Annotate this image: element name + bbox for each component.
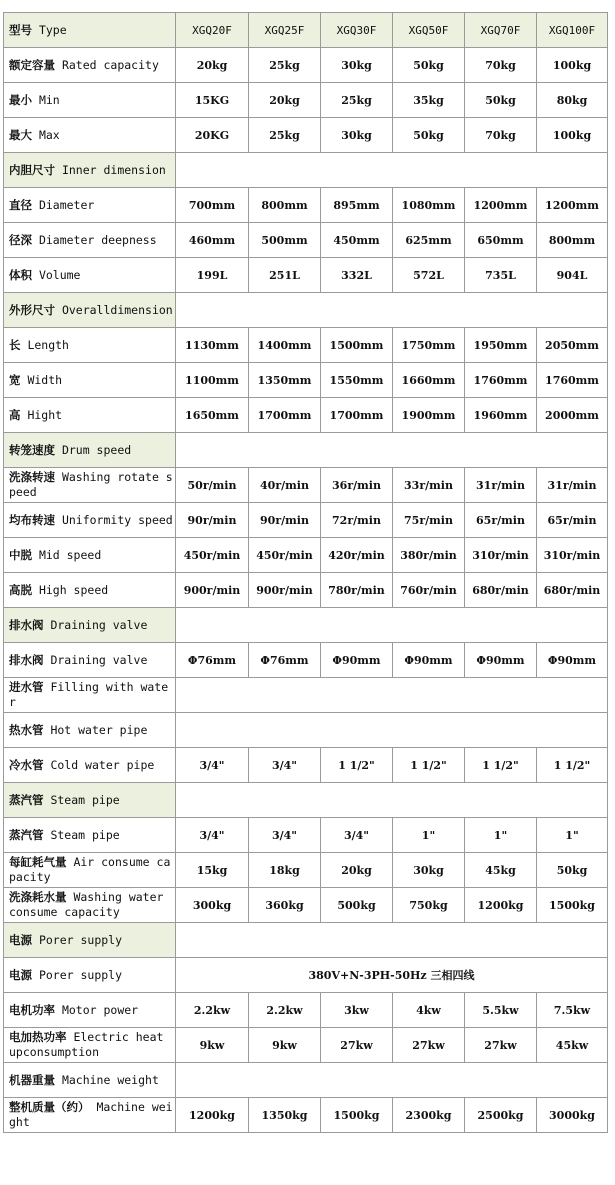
value-cell: 3/4"	[249, 748, 321, 783]
row-label-en: Inner dimension	[61, 162, 166, 177]
table-row	[4, 258, 608, 293]
value-cell: 72r/min	[321, 503, 393, 538]
value-cell: 75r/min	[393, 503, 465, 538]
value-cell: 1200kg	[176, 1098, 249, 1133]
value-cell: 450mm	[321, 223, 393, 258]
empty-cell	[176, 713, 608, 748]
value-cell: 4kw	[393, 993, 465, 1028]
value-cell: 2500kg	[465, 1098, 537, 1133]
table-row	[4, 958, 608, 993]
row-label-zh: 高脱	[9, 582, 32, 597]
value-cell: 18kg	[249, 853, 321, 888]
value-cell: 100kg	[537, 118, 608, 153]
value-cell: 895mm	[321, 188, 393, 223]
row-label	[4, 958, 176, 993]
row-label-en: Uniformity speed	[61, 512, 173, 527]
value-cell: 800mm	[537, 223, 608, 258]
value-cell: Φ90mm	[321, 643, 393, 678]
header-label	[4, 13, 176, 48]
section-row	[4, 153, 608, 188]
value-cell: 2000mm	[537, 398, 608, 433]
section-row	[4, 713, 608, 748]
empty-cell	[176, 1063, 608, 1098]
value-cell: 380r/min	[393, 538, 465, 573]
table-row	[4, 468, 608, 503]
row-label	[4, 328, 176, 363]
empty-cell	[176, 923, 608, 958]
row-label	[4, 433, 176, 468]
value-cell: 50kg	[465, 83, 537, 118]
value-cell: 90r/min	[176, 503, 249, 538]
empty-cell	[176, 783, 608, 818]
value-cell: 1"	[537, 818, 608, 853]
row-label-en: Machine weight	[61, 1072, 159, 1087]
header-row	[4, 13, 608, 48]
row-label	[4, 783, 176, 818]
row-label-zh: 蒸汽管	[9, 827, 44, 842]
row-label-en: Overalldimension	[61, 302, 173, 317]
value-cell: 1 1/2"	[393, 748, 465, 783]
value-cell: 760r/min	[393, 573, 465, 608]
row-label-en: Motor power	[61, 1002, 139, 1017]
value-cell: 1500kg	[321, 1098, 393, 1133]
row-label-zh: 高	[9, 407, 21, 422]
value-cell: 50kg	[393, 118, 465, 153]
row-label	[4, 293, 176, 328]
value-cell: 780r/min	[321, 573, 393, 608]
value-cell: 3000kg	[537, 1098, 608, 1133]
table-row	[4, 993, 608, 1028]
table-row	[4, 83, 608, 118]
value-cell: 2.2kw	[176, 993, 249, 1028]
value-cell: 100kg	[537, 48, 608, 83]
value-cell: 1500kg	[537, 888, 608, 923]
row-label-zh: 进水管	[9, 680, 44, 694]
row-label-en: Width	[27, 372, 63, 387]
row-label-zh: 外形尺寸	[9, 302, 55, 317]
row-label	[4, 643, 176, 678]
row-label-en: Draining valve	[50, 617, 148, 632]
value-cell: 1 1/2"	[321, 748, 393, 783]
header-label-en: Type	[38, 22, 67, 37]
spec-table	[3, 12, 608, 1133]
value-cell: 1500mm	[321, 328, 393, 363]
row-label-zh: 长	[9, 337, 21, 352]
model-name: XGQ50F	[393, 13, 465, 48]
row-label-en: Porer supply	[38, 967, 123, 982]
section-row	[4, 783, 608, 818]
value-cell: 25kg	[249, 48, 321, 83]
row-label-zh: 宽	[9, 372, 21, 387]
value-cell: 30kg	[321, 48, 393, 83]
value-cell: 3/4"	[176, 818, 249, 853]
value-cell: 65r/min	[537, 503, 608, 538]
value-cell: 1350kg	[249, 1098, 321, 1133]
value-cell: 1080mm	[393, 188, 465, 223]
section-row	[4, 923, 608, 958]
value-cell: 2300kg	[393, 1098, 465, 1133]
value-cell: 1660mm	[393, 363, 465, 398]
value-cell: 30kg	[321, 118, 393, 153]
table-row	[4, 748, 608, 783]
spec-table-body	[4, 13, 608, 1133]
value-cell: 5.5kw	[465, 993, 537, 1028]
value-cell: 800mm	[249, 188, 321, 223]
value-cell: 1200kg	[465, 888, 537, 923]
value-cell: 40r/min	[249, 468, 321, 503]
value-cell: 310r/min	[537, 538, 608, 573]
value-cell: 310r/min	[465, 538, 537, 573]
value-cell: 1200mm	[465, 188, 537, 223]
value-cell: 3/4"	[321, 818, 393, 853]
row-label	[4, 363, 176, 398]
value-cell: 15KG	[176, 83, 249, 118]
value-cell: 700mm	[176, 188, 249, 223]
value-cell: 1700mm	[321, 398, 393, 433]
section-row	[4, 608, 608, 643]
value-cell: 1900mm	[393, 398, 465, 433]
value-cell: 25kg	[321, 83, 393, 118]
value-cell: Φ90mm	[465, 643, 537, 678]
table-row	[4, 853, 608, 888]
row-label-en: Porer supply	[38, 932, 123, 947]
row-label-en: Draining valve	[50, 652, 148, 667]
table-row	[4, 328, 608, 363]
row-label-zh: 洗涤转速	[9, 470, 55, 484]
value-cell: Φ90mm	[537, 643, 608, 678]
value-cell: 27kw	[465, 1028, 537, 1063]
value-cell: 15kg	[176, 853, 249, 888]
value-cell: 2050mm	[537, 328, 608, 363]
row-label-zh: 体积	[9, 267, 32, 282]
row-label-zh: 热水管	[9, 722, 44, 737]
value-cell: 70kg	[465, 118, 537, 153]
value-cell: 251L	[249, 258, 321, 293]
value-cell: 1700mm	[249, 398, 321, 433]
value-cell: 1350mm	[249, 363, 321, 398]
value-cell: 1130mm	[176, 328, 249, 363]
row-label-en: Steam pipe	[50, 792, 120, 807]
value-cell: 30kg	[393, 853, 465, 888]
value-cell: 25kg	[249, 118, 321, 153]
value-cell: 1760mm	[537, 363, 608, 398]
row-label-zh: 最小	[9, 92, 32, 107]
row-label-zh: 每缸耗气量	[9, 855, 67, 869]
value-cell: 31r/min	[537, 468, 608, 503]
empty-cell	[176, 153, 608, 188]
table-row	[4, 363, 608, 398]
value-cell: 35kg	[393, 83, 465, 118]
row-label-zh: 电机功率	[9, 1002, 55, 1017]
value-cell-span: 380V+N-3PH-50Hz 三相四线	[176, 958, 608, 993]
row-label-zh: 均布转速	[9, 512, 55, 527]
table-row	[4, 118, 608, 153]
value-cell: 36r/min	[321, 468, 393, 503]
table-row	[4, 888, 608, 923]
value-cell: 680r/min	[465, 573, 537, 608]
value-cell: 7.5kw	[537, 993, 608, 1028]
value-cell: 1100mm	[176, 363, 249, 398]
row-label-en: High speed	[38, 582, 109, 597]
value-cell: 650mm	[465, 223, 537, 258]
value-cell: 1400mm	[249, 328, 321, 363]
row-label	[4, 83, 176, 118]
table-row	[4, 1028, 608, 1063]
value-cell: 199L	[176, 258, 249, 293]
row-label-zh: 洗涤耗水量	[9, 890, 67, 904]
model-name: XGQ70F	[465, 13, 537, 48]
model-name: XGQ100F	[537, 13, 608, 48]
value-cell: 500mm	[249, 223, 321, 258]
row-label	[4, 1098, 176, 1133]
row-label	[4, 923, 176, 958]
value-cell: 460mm	[176, 223, 249, 258]
value-cell: 1 1/2"	[537, 748, 608, 783]
row-label	[4, 993, 176, 1028]
value-cell: 65r/min	[465, 503, 537, 538]
row-label	[4, 1028, 176, 1063]
value-cell: 70kg	[465, 48, 537, 83]
value-cell: 1"	[465, 818, 537, 853]
value-cell: 27kw	[393, 1028, 465, 1063]
row-label-en: Steam pipe	[50, 827, 120, 842]
row-label	[4, 678, 176, 713]
row-label-zh: 电源	[9, 932, 32, 947]
value-cell: 20kg	[321, 853, 393, 888]
table-row	[4, 503, 608, 538]
value-cell: 20KG	[176, 118, 249, 153]
row-label	[4, 223, 176, 258]
table-row	[4, 573, 608, 608]
table-row	[4, 398, 608, 433]
value-cell: 3/4"	[249, 818, 321, 853]
value-cell: 904L	[537, 258, 608, 293]
row-label-en: Filling with water	[9, 680, 169, 709]
table-row	[4, 818, 608, 853]
row-label-zh: 蒸汽管	[9, 792, 44, 807]
row-label-en: Volume	[38, 267, 81, 282]
value-cell: Φ76mm	[249, 643, 321, 678]
value-cell: 50kg	[537, 853, 608, 888]
value-cell: 1"	[393, 818, 465, 853]
row-label-en: Min	[38, 92, 60, 107]
value-cell: 1650mm	[176, 398, 249, 433]
row-label	[4, 153, 176, 188]
value-cell: 3/4"	[176, 748, 249, 783]
row-label	[4, 468, 176, 503]
section-row	[4, 293, 608, 328]
table-row	[4, 223, 608, 258]
value-cell: 3kw	[321, 993, 393, 1028]
value-cell: 750kg	[393, 888, 465, 923]
row-label	[4, 118, 176, 153]
row-label-en: Machine weight	[9, 1100, 173, 1129]
value-cell: 450r/min	[176, 538, 249, 573]
model-name: XGQ30F	[321, 13, 393, 48]
row-label-en: Max	[38, 127, 60, 142]
value-cell: Φ76mm	[176, 643, 249, 678]
row-label	[4, 503, 176, 538]
table-row	[4, 188, 608, 223]
value-cell: 900r/min	[249, 573, 321, 608]
value-cell: 9kw	[249, 1028, 321, 1063]
row-label-zh: 最大	[9, 127, 32, 142]
value-cell: 625mm	[393, 223, 465, 258]
row-label	[4, 748, 176, 783]
value-cell: 2.2kw	[249, 993, 321, 1028]
row-label	[4, 258, 176, 293]
table-row	[4, 48, 608, 83]
row-label-zh: 排水阀	[9, 652, 44, 667]
empty-cell	[176, 608, 608, 643]
value-cell: 572L	[393, 258, 465, 293]
row-label-zh: 机器重量	[9, 1072, 55, 1087]
row-label-zh: 径深	[9, 232, 32, 247]
model-name: XGQ20F	[176, 13, 249, 48]
row-label-en: Length	[27, 337, 69, 352]
row-label	[4, 398, 176, 433]
value-cell: 500kg	[321, 888, 393, 923]
row-label-zh: 电源	[9, 967, 32, 982]
row-label-en: Diameter deepness	[38, 232, 157, 247]
value-cell: 680r/min	[537, 573, 608, 608]
row-label-en: Washing water consume capacity	[9, 890, 164, 919]
value-cell: 735L	[465, 258, 537, 293]
value-cell: 420r/min	[321, 538, 393, 573]
value-cell: 1950mm	[465, 328, 537, 363]
table-row	[4, 1098, 608, 1133]
value-cell: 33r/min	[393, 468, 465, 503]
value-cell: Φ90mm	[393, 643, 465, 678]
row-label-zh: 中脱	[9, 547, 32, 562]
value-cell: 332L	[321, 258, 393, 293]
value-cell: 50kg	[393, 48, 465, 83]
section-row	[4, 433, 608, 468]
row-label-zh: 排水阀	[9, 617, 44, 632]
row-label	[4, 713, 176, 748]
row-label	[4, 853, 176, 888]
value-cell: 20kg	[249, 83, 321, 118]
row-label-en: Drum speed	[61, 442, 132, 457]
section-row	[4, 678, 608, 713]
table-row	[4, 643, 608, 678]
empty-cell	[176, 433, 608, 468]
row-label-en: Hot water pipe	[50, 722, 148, 737]
row-label	[4, 608, 176, 643]
value-cell: 90r/min	[249, 503, 321, 538]
value-cell: 900r/min	[176, 573, 249, 608]
row-label-zh: 直径	[9, 197, 32, 212]
row-label-en: Cold water pipe	[50, 757, 155, 772]
value-cell: 20kg	[176, 48, 249, 83]
row-label-en: Electric heat upconsumption	[9, 1030, 164, 1059]
value-cell: 1960mm	[465, 398, 537, 433]
row-label	[4, 48, 176, 83]
value-cell: 45kg	[465, 853, 537, 888]
value-cell: 45kw	[537, 1028, 608, 1063]
value-cell: 450r/min	[249, 538, 321, 573]
row-label-zh: 内胆尺寸	[9, 162, 55, 177]
model-name: XGQ25F	[249, 13, 321, 48]
row-label-zh: 转笼速度	[9, 442, 55, 457]
row-label-en: Air consume capacity	[9, 855, 171, 884]
section-row	[4, 1063, 608, 1098]
row-label	[4, 573, 176, 608]
row-label	[4, 888, 176, 923]
row-label-zh: 整机质量（约）	[9, 1100, 90, 1114]
value-cell: 1760mm	[465, 363, 537, 398]
row-label-en: Washing rotate speed	[9, 470, 173, 499]
row-label-en: Hight	[27, 407, 63, 422]
value-cell: 360kg	[249, 888, 321, 923]
row-label	[4, 188, 176, 223]
value-cell: 50r/min	[176, 468, 249, 503]
row-label-zh: 电加热功率	[9, 1030, 67, 1044]
row-label-en: Diameter	[38, 197, 95, 212]
row-label-zh: 额定容量	[9, 57, 55, 72]
row-label-en: Mid speed	[38, 547, 102, 562]
value-cell: 1 1/2"	[465, 748, 537, 783]
row-label	[4, 538, 176, 573]
value-cell: 9kw	[176, 1028, 249, 1063]
header-label-zh: 型号	[9, 22, 32, 37]
value-cell: 1750mm	[393, 328, 465, 363]
value-cell: 1550mm	[321, 363, 393, 398]
row-label-en: Rated capacity	[61, 57, 159, 72]
row-label	[4, 1063, 176, 1098]
value-cell: 27kw	[321, 1028, 393, 1063]
empty-cell	[176, 293, 608, 328]
row-label	[4, 818, 176, 853]
empty-cell	[176, 678, 608, 713]
value-cell: 80kg	[537, 83, 608, 118]
value-cell: 31r/min	[465, 468, 537, 503]
value-cell: 1200mm	[537, 188, 608, 223]
table-row	[4, 538, 608, 573]
value-cell: 300kg	[176, 888, 249, 923]
row-label-zh: 冷水管	[9, 757, 44, 772]
